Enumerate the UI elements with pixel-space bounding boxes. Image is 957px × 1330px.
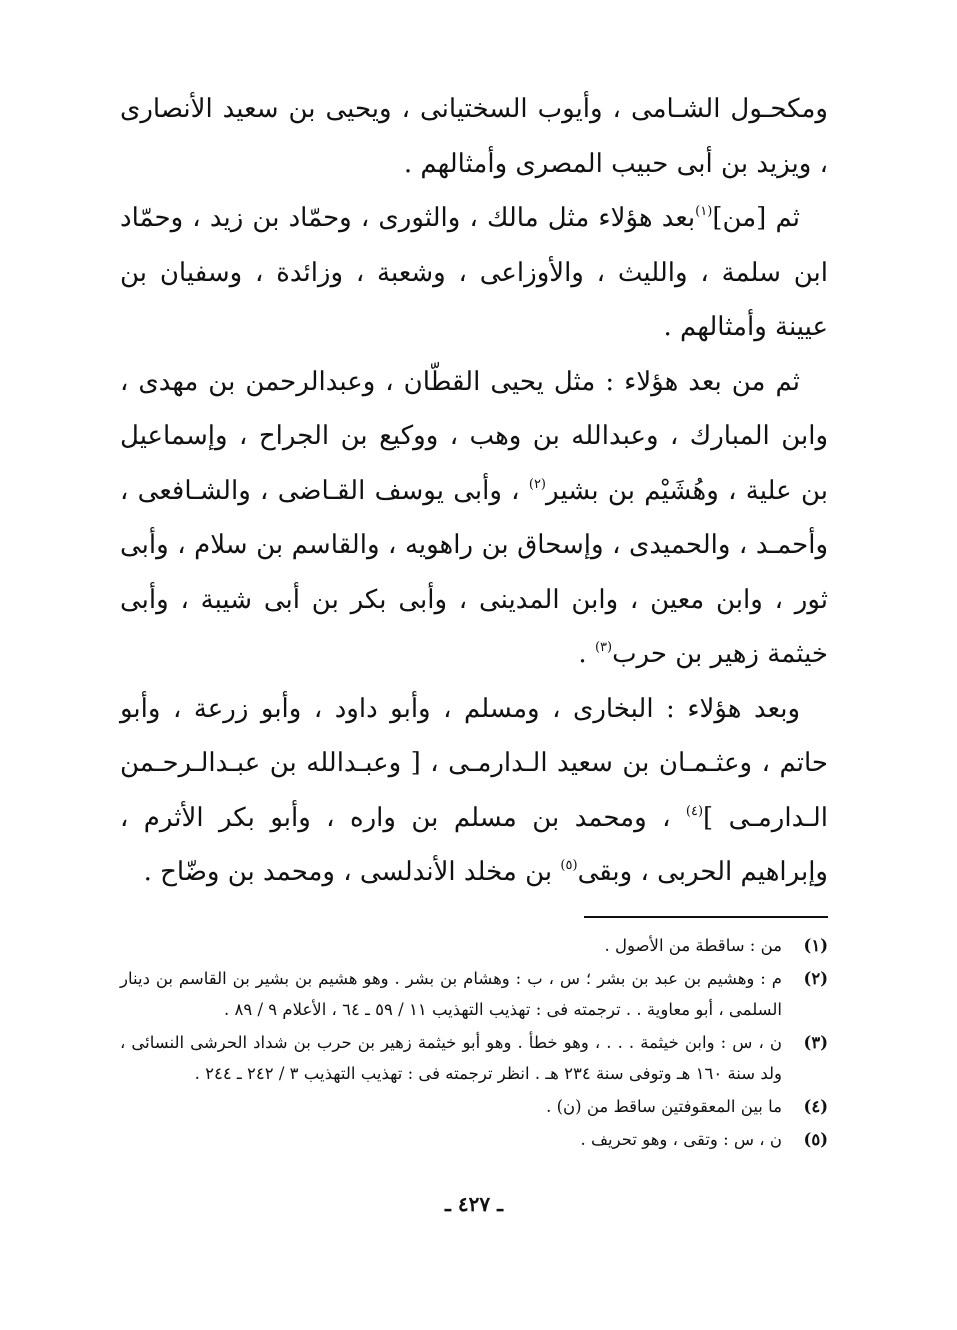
footnote-ref-1: (١)	[695, 204, 713, 219]
page-number: ـ ٤٢٧ ـ	[445, 1192, 503, 1216]
footnote-number: (١)	[803, 935, 828, 955]
footnote-number: (٤)	[803, 1096, 828, 1116]
footnote-number: (٣)	[803, 1032, 828, 1052]
paragraph-4-text-c: بن مخلد الأندلسى ، ومحمد بن وضّاح .	[143, 857, 561, 887]
footnote-4	[120, 1091, 828, 1122]
paragraph-3-text-a: ثم من بعد هؤلاء : مثل يحيى القطّان ، وعبدالرحمن بن مهدى ، وابن المبارك ، وعبدالله بن وهب ، ووكيع بن الجراح ، وإسماعيل بن علية ، وهُشَيْم بن بشير	[120, 366, 828, 506]
footnote-ref-2: (٢)	[528, 476, 546, 492]
footnote-divider	[584, 916, 828, 918]
footnotes	[120, 930, 828, 1155]
footnote-text: ما بين المعقوفتين ساقط من (ن) .	[546, 1096, 782, 1116]
footnote-text: ن ، س : وابن خيثمة . . . ، وهو خطأ . وهو أبو خيثمة زهير بن حرب بن شداد الحرشى النسائى ، ولد سنة ١٦٠ هـ وتوفى سنة ٢٣٤ هـ . انظر ترجمته فى : تهذيب التهذيب ٣ / ٢٤٢ ـ ٢٤٤ .	[120, 1032, 782, 1083]
paragraph-2	[120, 191, 828, 355]
footnote-text: من : ساقطة من الأصول .	[604, 935, 782, 955]
footnote-1	[120, 930, 828, 961]
footnote-2	[120, 963, 828, 1025]
main-text	[120, 82, 828, 900]
footnote-3	[120, 1027, 828, 1089]
footnote-text: م : وهشيم بن عبد بن بشر ؛ س ، ب : وهشام بن بشر . وهو هشيم بن بشير بن القاسم بن دينار السلمى ، أبو معاوية . . ترجمته فى : تهذيب التهذيب ١١ / ٥٩ ـ ٦٤ ، الأعلام ٩ / ٨٩ .	[120, 968, 782, 1019]
paragraph-4	[120, 682, 828, 900]
footnote-ref-3: (٣)	[594, 640, 613, 655]
paragraph-4-text-b: ، ومحمد بن مسلم بن واره ، وأبو بكر الأثرم ، وإبراهيم الحربى ، وبقى	[120, 802, 828, 887]
footnote-number: (٥)	[803, 1129, 828, 1149]
paragraph-3-text-c: .	[578, 639, 595, 669]
paragraph-4-text-a: وبعد هؤلاء : البخارى ، ومسلم ، وأبو داود ، وأبو زرعة ، وأبو حاتم ، وعثـمـان بن سعيد الـدارمـى ، [ وعبـدالله بن عبـدالـرحـمن الـدارمـى ]	[120, 693, 828, 833]
footnote-ref-5: (٥)	[560, 858, 578, 873]
paragraph-2-text-a: ثم [من]	[712, 203, 800, 233]
paragraph-1-text: ومكحـول الشـامى ، وأيوب السختيانى ، ويحيى بن سعيد الأنصارى ، ويزيد بن أبى حبيب المصرى وأمثالهم .	[120, 94, 828, 179]
footnote-number: (٢)	[803, 968, 828, 988]
footnote-text: ن ، س : وتقى ، وهو تحريف .	[580, 1129, 782, 1149]
paragraph-2-text-b: بعد هؤلاء مثل مالك ، والثورى ، وحمّاد بن زيد ، وحمّاد ابن سلمة ، والليث ، والأوزاعى ، وشعبة ، وزائدة ، وسفيان بن عيينة وأمثالهم .	[120, 203, 828, 342]
footnote-ref-4: (٤)	[685, 803, 704, 819]
footnote-5	[120, 1124, 828, 1155]
paragraph-3-text-b: ، وأبى يوسف القـاضى ، والشـافعى ، وأحمـد ، والحميدى ، وإسحاق بن راهويه ، والقاسم بن سلام ، وأبى ثور ، وابن معين ، وابن المدينى ، وأبى بكر بن أبى شيبة ، وأبى خيثمة زهير بن حرب	[120, 475, 828, 669]
paragraph-1	[120, 82, 828, 191]
paragraph-3	[120, 355, 828, 682]
book-page	[120, 82, 828, 1262]
